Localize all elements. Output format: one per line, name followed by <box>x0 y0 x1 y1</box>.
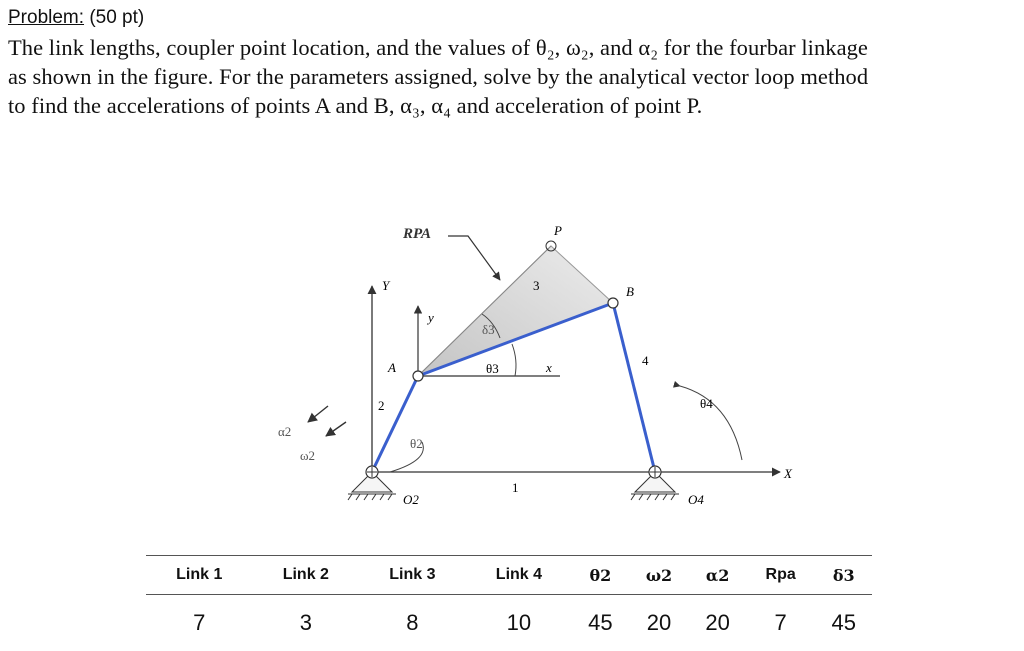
header-link4: Link 4 <box>466 556 573 595</box>
label-x-axis: X <box>783 466 793 481</box>
value-delta3: 45 <box>815 595 872 651</box>
fourbar-figure <box>260 210 820 525</box>
label-rpa: RPA <box>402 226 431 242</box>
header-rpa: Rpa <box>746 556 816 595</box>
omega2-arrow <box>326 422 346 436</box>
ground-pivot-o4 <box>631 466 679 500</box>
value-rpa: 7 <box>746 595 816 651</box>
header-omega2: ω2 <box>629 556 690 595</box>
fourbar-diagram <box>260 210 820 520</box>
header-theta2: θ2 <box>572 556 628 595</box>
table-header-row <box>146 556 872 595</box>
value-link2: 3 <box>253 595 360 651</box>
value-link1: 7 <box>146 595 253 651</box>
label-o4: O4 <box>688 492 704 507</box>
value-theta2: 45 <box>572 595 628 651</box>
header-alpha2: α2 <box>689 556 745 595</box>
parameters-table <box>146 555 872 651</box>
label-theta3: θ3 <box>486 361 499 376</box>
label-p: P <box>553 223 562 238</box>
label-y-axis: Y <box>382 278 391 293</box>
problem-line-1: The link lengths, coupler point location, and the values of θ₂, ω₂, and α₂ for the fourbar linkage <box>8 33 1018 62</box>
problem-points: (50 pt) <box>89 7 144 28</box>
problem-statement <box>8 6 1018 120</box>
value-alpha2: 20 <box>689 595 745 651</box>
label-link-2: 2 <box>378 398 385 413</box>
joint-a <box>413 371 423 381</box>
header-link2: Link 2 <box>253 556 360 595</box>
value-link3: 8 <box>359 595 466 651</box>
ground-pivot-o2 <box>348 466 396 500</box>
value-omega2: 20 <box>629 595 690 651</box>
table-values-row <box>146 595 872 651</box>
problem-text <box>8 33 1018 120</box>
alpha2-arrow <box>308 406 328 422</box>
label-link-4: 4 <box>642 353 649 368</box>
header-delta3: δ3 <box>815 556 872 595</box>
problem-label: Problem: <box>8 7 84 28</box>
label-b: B <box>626 284 634 299</box>
joint-b <box>608 298 618 308</box>
rpa-leader <box>448 236 500 280</box>
problem-line-2: as shown in the figure. For the parameters assigned, solve by the analytical vector loop method <box>8 62 1018 91</box>
label-theta2: θ2 <box>410 436 423 451</box>
value-link4: 10 <box>466 595 573 651</box>
label-omega2: ω2 <box>300 448 315 463</box>
problem-heading <box>8 6 1018 30</box>
label-theta4: θ4 <box>700 396 713 411</box>
label-y-local: y <box>426 310 434 325</box>
label-x-local: x <box>545 360 552 375</box>
label-a: A <box>387 360 396 375</box>
label-o2: O2 <box>403 492 419 507</box>
link-2 <box>372 376 418 472</box>
link-4 <box>613 303 655 472</box>
label-link-1: 1 <box>512 480 519 495</box>
problem-line-3: to find the accelerations of points A and B, α₃, α₄ and acceleration of point P. <box>8 91 1018 120</box>
label-delta3: δ3 <box>482 322 495 337</box>
header-link1: Link 1 <box>146 556 253 595</box>
label-alpha2: α2 <box>278 424 291 439</box>
theta3-arc <box>512 344 516 376</box>
label-link-3: 3 <box>533 278 540 293</box>
header-link3: Link 3 <box>359 556 466 595</box>
